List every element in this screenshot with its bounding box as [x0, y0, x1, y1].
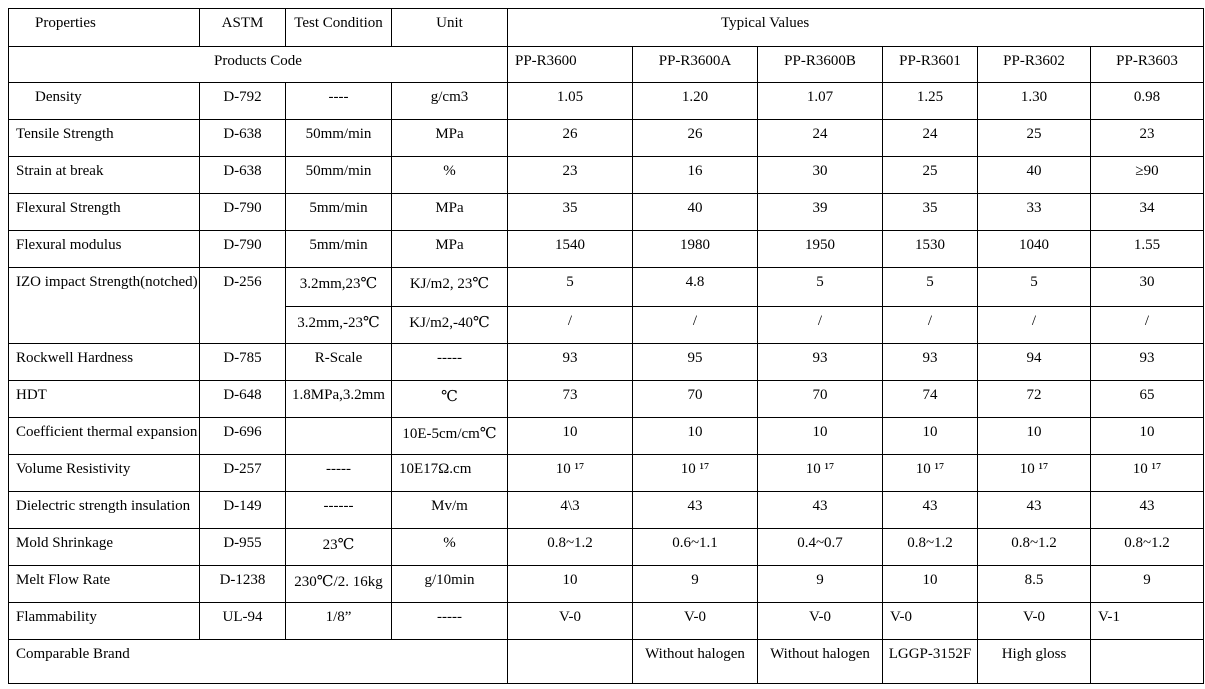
value-cell: 1540	[508, 231, 633, 268]
value-cell: 10 ¹⁷	[508, 455, 633, 492]
product-code-pp-r3600a: PP-R3600A	[633, 47, 758, 83]
property-cell: Density	[9, 83, 200, 120]
value-cell: 8.5	[978, 566, 1091, 603]
value-cell: 10	[508, 566, 633, 603]
product-code-pp-r3600b: PP-R3600B	[758, 47, 883, 83]
product-code-pp-r3602: PP-R3602	[978, 47, 1091, 83]
condition-cell: 23℃	[286, 529, 392, 566]
value-cell: /	[633, 307, 758, 344]
unit-cell: 10E17Ω.cm	[392, 455, 508, 492]
property-cell: Dielectric strength insulation	[9, 492, 200, 529]
value-cell: 35	[508, 194, 633, 231]
comparable-brand-label: Comparable Brand	[9, 640, 508, 684]
condition-cell: 3.2mm,23℃	[286, 268, 392, 307]
col-header-properties: Properties	[9, 9, 200, 47]
astm-cell: D-785	[200, 344, 286, 381]
col-header-typical-values: Typical Values	[508, 9, 1204, 47]
value-cell: 10 ¹⁷	[758, 455, 883, 492]
value-cell: 0.6~1.1	[633, 529, 758, 566]
property-cell: Tensile Strength	[9, 120, 200, 157]
value-cell: 70	[758, 381, 883, 418]
value-cell: 65	[1091, 381, 1204, 418]
condition-cell: 50mm/min	[286, 120, 392, 157]
row-hdt	[9, 381, 1204, 418]
astm-cell: D-149	[200, 492, 286, 529]
value-cell: 34	[1091, 194, 1204, 231]
value-cell: ≥90	[1091, 157, 1204, 194]
value-cell: 26	[508, 120, 633, 157]
value-cell: 1.05	[508, 83, 633, 120]
product-code-pp-r3603: PP-R3603	[1091, 47, 1204, 83]
property-cell: HDT	[9, 381, 200, 418]
row-tensile-strength	[9, 120, 1204, 157]
row-flexural-modulus	[9, 231, 1204, 268]
value-cell: LGGP-3152F	[883, 640, 978, 684]
row-flammability	[9, 603, 1204, 640]
row-comparable-brand	[9, 640, 1204, 684]
property-cell: Mold Shrinkage	[9, 529, 200, 566]
unit-cell: -----	[392, 603, 508, 640]
value-cell: 5	[978, 268, 1091, 307]
row-strain-at-break	[9, 157, 1204, 194]
value-cell: 93	[883, 344, 978, 381]
astm-cell: D-256	[200, 268, 286, 344]
value-cell: 10	[758, 418, 883, 455]
value-cell: 1040	[978, 231, 1091, 268]
value-cell: 0.4~0.7	[758, 529, 883, 566]
astm-cell: D-1238	[200, 566, 286, 603]
value-cell: 5	[508, 268, 633, 307]
value-cell: 93	[758, 344, 883, 381]
value-cell	[508, 640, 633, 684]
value-cell: 0.8~1.2	[978, 529, 1091, 566]
property-cell: Flexural modulus	[9, 231, 200, 268]
value-cell: 40	[978, 157, 1091, 194]
value-cell: 1980	[633, 231, 758, 268]
value-cell: 93	[508, 344, 633, 381]
value-cell: 0.98	[1091, 83, 1204, 120]
products-code-row	[9, 47, 1204, 83]
value-cell: 10	[883, 418, 978, 455]
value-cell: 70	[633, 381, 758, 418]
row-izod-impact	[9, 268, 1204, 307]
unit-cell: 10E-5cm/cm℃	[392, 418, 508, 455]
header-row	[9, 9, 1204, 47]
value-cell: 95	[633, 344, 758, 381]
value-cell: 10	[1091, 418, 1204, 455]
value-cell: 4\3	[508, 492, 633, 529]
unit-cell: MPa	[392, 120, 508, 157]
value-cell: 10	[883, 566, 978, 603]
value-cell: 1.25	[883, 83, 978, 120]
value-cell: 5	[883, 268, 978, 307]
value-cell: 1950	[758, 231, 883, 268]
value-cell: V-0	[758, 603, 883, 640]
products-code-label: Products Code	[9, 47, 508, 83]
value-cell: V-0	[883, 603, 978, 640]
value-cell: 10 ¹⁷	[978, 455, 1091, 492]
value-cell: 1.07	[758, 83, 883, 120]
col-header-astm: ASTM	[200, 9, 286, 47]
property-cell: Melt Flow Rate	[9, 566, 200, 603]
property-cell: Flammability	[9, 603, 200, 640]
row-thermal-expansion	[9, 418, 1204, 455]
property-cell: IZO impact Strength(notched)	[9, 268, 200, 344]
unit-cell: MPa	[392, 194, 508, 231]
value-cell: /	[978, 307, 1091, 344]
value-cell	[1091, 640, 1204, 684]
row-rockwell-hardness	[9, 344, 1204, 381]
value-cell: 23	[1091, 120, 1204, 157]
condition-cell: 1.8MPa,3.2mm	[286, 381, 392, 418]
value-cell: 72	[978, 381, 1091, 418]
condition-cell: 50mm/min	[286, 157, 392, 194]
property-cell: Coefficient thermal expansion	[9, 418, 200, 455]
value-cell: 10 ¹⁷	[883, 455, 978, 492]
value-cell: 9	[758, 566, 883, 603]
value-cell: 1.20	[633, 83, 758, 120]
value-cell: 1.55	[1091, 231, 1204, 268]
value-cell: 16	[633, 157, 758, 194]
value-cell: 9	[1091, 566, 1204, 603]
value-cell: 24	[758, 120, 883, 157]
unit-cell: Mv/m	[392, 492, 508, 529]
col-header-test-condition: Test Condition	[286, 9, 392, 47]
unit-cell: MPa	[392, 231, 508, 268]
unit-cell: g/10min	[392, 566, 508, 603]
astm-cell: D-638	[200, 120, 286, 157]
value-cell: 43	[883, 492, 978, 529]
value-cell: V-0	[508, 603, 633, 640]
value-cell: /	[508, 307, 633, 344]
astm-cell: D-257	[200, 455, 286, 492]
condition-cell: 3.2mm,-23℃	[286, 307, 392, 344]
value-cell: 10	[633, 418, 758, 455]
value-cell: High gloss	[978, 640, 1091, 684]
value-cell: 33	[978, 194, 1091, 231]
value-cell: 24	[883, 120, 978, 157]
unit-cell: ℃	[392, 381, 508, 418]
unit-cell: -----	[392, 344, 508, 381]
value-cell: 93	[1091, 344, 1204, 381]
value-cell: 4.8	[633, 268, 758, 307]
unit-cell: KJ/m2,-40℃	[392, 307, 508, 344]
astm-cell: D-955	[200, 529, 286, 566]
row-dielectric-strength	[9, 492, 1204, 529]
value-cell: Without halogen	[633, 640, 758, 684]
value-cell: 43	[758, 492, 883, 529]
unit-cell: g/cm3	[392, 83, 508, 120]
astm-cell: D-648	[200, 381, 286, 418]
value-cell: 25	[883, 157, 978, 194]
value-cell: V-1	[1091, 603, 1204, 640]
value-cell: 1530	[883, 231, 978, 268]
value-cell: 94	[978, 344, 1091, 381]
astm-cell: D-792	[200, 83, 286, 120]
condition-cell: ----	[286, 83, 392, 120]
condition-cell: 1/8”	[286, 603, 392, 640]
properties-table	[8, 8, 1204, 684]
value-cell: 43	[633, 492, 758, 529]
value-cell: V-0	[978, 603, 1091, 640]
property-cell: Rockwell Hardness	[9, 344, 200, 381]
value-cell: 1.30	[978, 83, 1091, 120]
astm-cell: UL-94	[200, 603, 286, 640]
value-cell: 10	[508, 418, 633, 455]
value-cell: 9	[633, 566, 758, 603]
value-cell: 25	[978, 120, 1091, 157]
property-cell: Flexural Strength	[9, 194, 200, 231]
value-cell: 74	[883, 381, 978, 418]
condition-cell: 5mm/min	[286, 194, 392, 231]
property-cell: Strain at break	[9, 157, 200, 194]
value-cell: 0.8~1.2	[508, 529, 633, 566]
value-cell: 10 ¹⁷	[1091, 455, 1204, 492]
unit-cell: %	[392, 529, 508, 566]
astm-cell: D-790	[200, 194, 286, 231]
row-melt-flow-rate	[9, 566, 1204, 603]
value-cell: Without halogen	[758, 640, 883, 684]
value-cell: 5	[758, 268, 883, 307]
condition-cell: R-Scale	[286, 344, 392, 381]
value-cell: V-0	[633, 603, 758, 640]
condition-cell: -----	[286, 455, 392, 492]
row-mold-shrinkage	[9, 529, 1204, 566]
value-cell: 30	[758, 157, 883, 194]
value-cell: 43	[978, 492, 1091, 529]
value-cell: /	[883, 307, 978, 344]
unit-cell: KJ/m2, 23℃	[392, 268, 508, 307]
row-density	[9, 83, 1204, 120]
value-cell: /	[1091, 307, 1204, 344]
value-cell: 73	[508, 381, 633, 418]
product-code-pp-r3601: PP-R3601	[883, 47, 978, 83]
property-cell: Volume Resistivity	[9, 455, 200, 492]
value-cell: /	[758, 307, 883, 344]
value-cell: 10 ¹⁷	[633, 455, 758, 492]
value-cell: 10	[978, 418, 1091, 455]
value-cell: 23	[508, 157, 633, 194]
condition-cell: ------	[286, 492, 392, 529]
astm-cell: D-638	[200, 157, 286, 194]
col-header-unit: Unit	[392, 9, 508, 47]
unit-cell: %	[392, 157, 508, 194]
astm-cell: D-696	[200, 418, 286, 455]
value-cell: 0.8~1.2	[1091, 529, 1204, 566]
astm-cell: D-790	[200, 231, 286, 268]
value-cell: 0.8~1.2	[883, 529, 978, 566]
value-cell: 43	[1091, 492, 1204, 529]
condition-cell: 230℃/2. 16kg	[286, 566, 392, 603]
row-volume-resistivity	[9, 455, 1204, 492]
value-cell: 30	[1091, 268, 1204, 307]
row-flexural-strength	[9, 194, 1204, 231]
value-cell: 26	[633, 120, 758, 157]
value-cell: 35	[883, 194, 978, 231]
value-cell: 40	[633, 194, 758, 231]
condition-cell	[286, 418, 392, 455]
value-cell: 39	[758, 194, 883, 231]
condition-cell: 5mm/min	[286, 231, 392, 268]
product-code-pp-r3600: PP-R3600	[508, 47, 633, 83]
